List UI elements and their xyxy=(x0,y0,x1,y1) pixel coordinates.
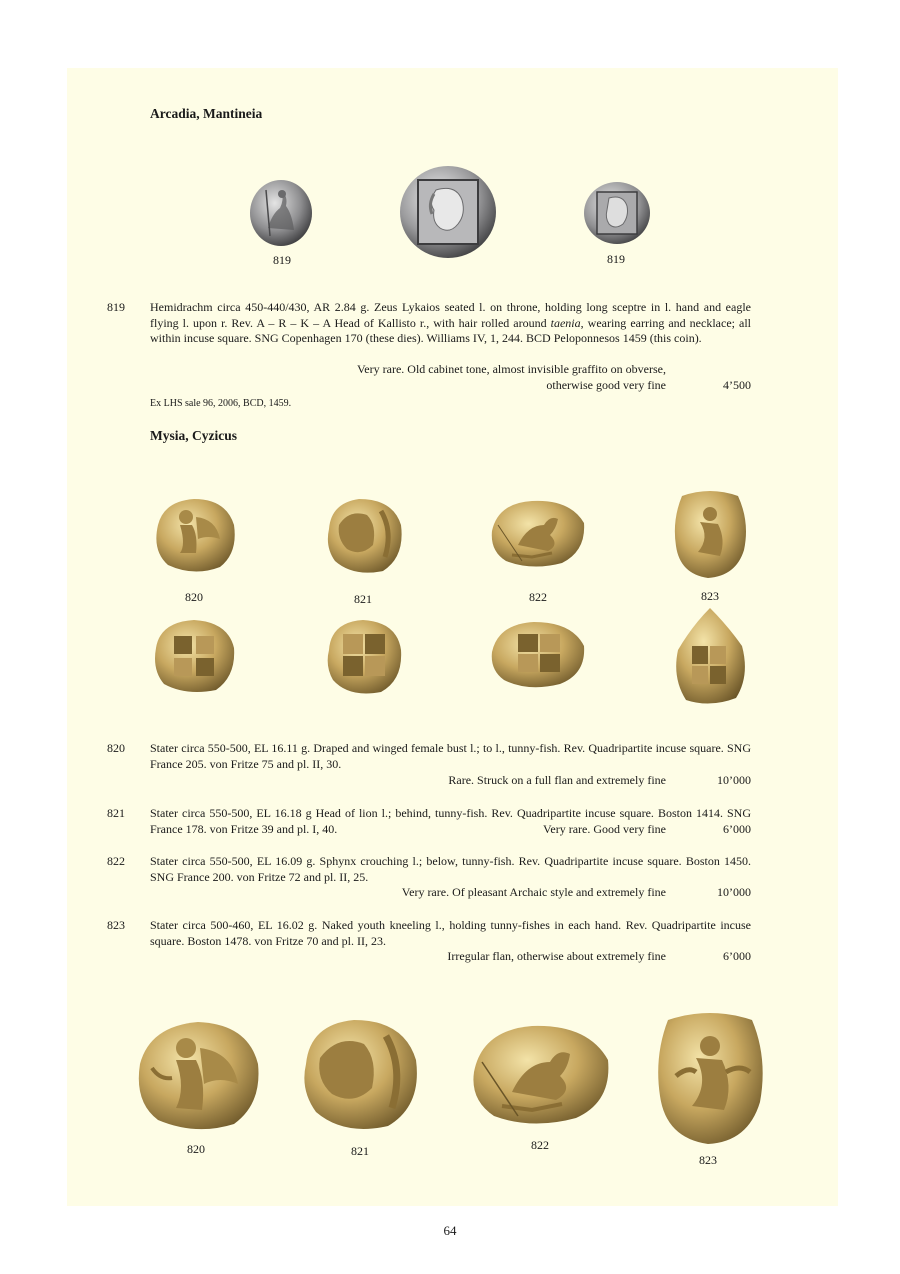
lot-price-819: 4’500 xyxy=(723,378,751,392)
coin-label-821-enlarged: 821 xyxy=(351,1144,369,1158)
coin-label-820-enlarged: 820 xyxy=(187,1142,205,1156)
coin-822-obverse-image xyxy=(488,495,588,571)
coin-label-822: 822 xyxy=(529,590,547,604)
coin-819-reverse-large-image xyxy=(398,164,498,260)
lot-condition-821: Very rare. Good very fine xyxy=(537,822,666,838)
coin-823-obverse-image xyxy=(670,486,750,580)
section-heading-mysia: Mysia, Cyzicus xyxy=(150,428,237,443)
lot-condition-819-line1: Very rare. Old cabinet tone, almost invisible graffito on obverse, xyxy=(356,362,666,376)
coin-820-enlarged-image xyxy=(132,1018,262,1136)
coin-label-822-enlarged: 822 xyxy=(531,1138,549,1152)
coin-822-enlarged-image xyxy=(468,1018,614,1130)
lot-description-820: Stater circa 550-500, EL 16.11 g. Draped and winged female bust l.; to l., tunny-fish. Rev. Quadripartite incuse square. SNG France 205. von Fritze 75 and pl. II, 30. xyxy=(150,741,751,771)
lot-condition-822: Very rare. Of pleasant Archaic style and extremely fine xyxy=(401,885,666,899)
lot-price-823: 6’000 xyxy=(723,949,751,963)
lot-number-821: 821 xyxy=(107,806,125,820)
page-number: 64 xyxy=(443,1223,457,1238)
coin-821-obverse-image xyxy=(323,495,405,577)
coin-label-823-enlarged: 823 xyxy=(699,1153,717,1167)
lot-price-821: 6’000 xyxy=(671,822,751,838)
coin-823-enlarged-image xyxy=(652,1006,768,1146)
lot-price-820: 10’000 xyxy=(717,773,751,787)
lot-number-819: 819 xyxy=(107,300,125,314)
lot-description-821: Stater circa 550-500, EL 16.18 g Head of lion l.; behind, tunny-fish. Rev. Quadripartite incuse square. Boston 1414. SNG France 178. von Fritze 39 and pl. I, 40. xyxy=(150,806,751,836)
coin-820-reverse-image xyxy=(150,616,238,696)
coin-label-819-obverse: 819 xyxy=(273,253,291,267)
coin-label-819-reverse: 819 xyxy=(607,252,625,266)
coin-819-obverse-image xyxy=(248,178,316,248)
lot-condition-823: Irregular flan, otherwise about extremely fine xyxy=(447,949,666,963)
coin-819-reverse-small-image xyxy=(583,180,651,246)
section-heading-arcadia: Arcadia, Mantineia xyxy=(150,106,263,121)
lot-number-820: 820 xyxy=(107,741,125,755)
coin-label-823: 823 xyxy=(701,589,719,603)
lot-description-822: Stater circa 550-500, EL 16.09 g. Sphynx crouching l.; below, tunny-fish. Rev. Quadripartite incuse square. Boston 1450. SNG France 200. von Fritze 72 and pl. II, 25. xyxy=(150,854,751,884)
coin-821-enlarged-image xyxy=(298,1014,422,1136)
coin-822-reverse-image xyxy=(488,616,588,692)
lot-price-822: 10’000 xyxy=(717,885,751,899)
lot-condition-819-line2: otherwise good very fine xyxy=(546,378,666,392)
coin-label-820: 820 xyxy=(185,590,203,604)
coin-821-reverse-image xyxy=(323,616,405,698)
lot-description-819: Hemidrachm circa 450-440/430, AR 2.84 g. Zeus Lykaios seated l. on throne, holding long sceptre in l. hand and eagle flying l. upon r. Rev. A – R – K – A Head of Kallisto r., with hair rolled around taenia, wearing earring and necklace; all within incuse square. SNG Copenhagen 170 (these dies). Williams IV, 1, 244. BCD Peloponnesos 1459 (this coin). xyxy=(150,300,751,345)
coin-label-821: 821 xyxy=(354,592,372,606)
lot-number-823: 823 xyxy=(107,918,125,932)
lot-description-823: Stater circa 500-460, EL 16.02 g. Naked youth kneeling l., holding tunny-fishes in each hand. Rev. Quadripartite incuse square. Boston 1478. von Fritze 70 and pl. II, 23. xyxy=(150,918,751,948)
lot-number-822: 822 xyxy=(107,854,125,868)
coin-823-reverse-image xyxy=(670,606,750,708)
lot-provenance-819: Ex LHS sale 96, 2006, BCD, 1459. xyxy=(150,398,292,409)
coin-820-obverse-image xyxy=(150,495,238,575)
lot-condition-820: Rare. Struck on a full flan and extremely fine xyxy=(448,773,666,787)
